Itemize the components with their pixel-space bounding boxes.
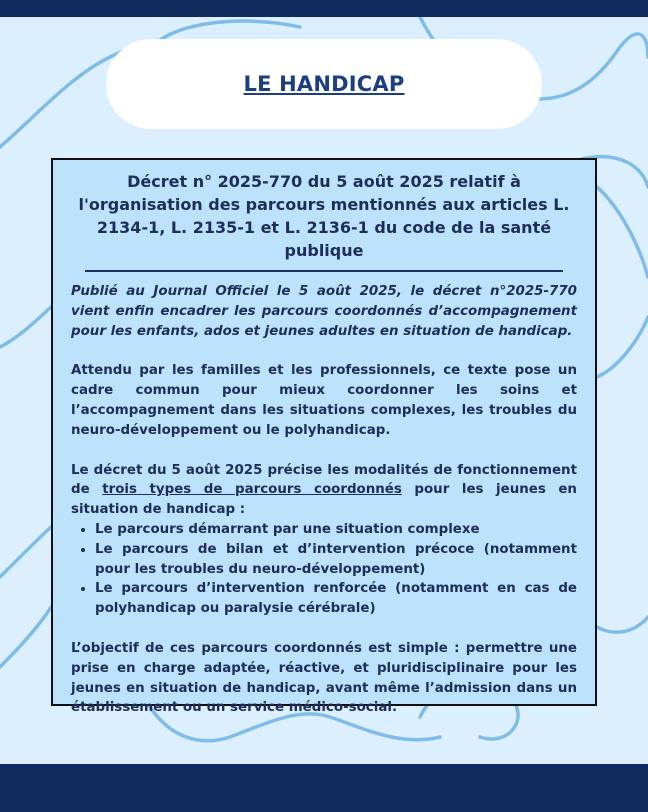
list-item: • Le parcours d’intervention renforcée (notamment en cas de polyhandicap ou paralysie cérébrale): [95, 579, 577, 619]
decree-card: [51, 158, 597, 716]
modalities-paragraph: [71, 461, 577, 520]
context-paragraph: Attendu par les familles et les professionnels, ce texte pose un cadre commun pour mieux coordonner les soins et l’accompagnement dans les situations complexes, les troubles du neuro-développement ou le polyhandicap.: [71, 363, 577, 438]
parcours-link[interactable]: trois types de parcours coordonnés: [102, 482, 402, 498]
heading-divider: [85, 270, 563, 272]
modalities-text-end: pour les jeunes en situation de handicap :: [71, 482, 577, 518]
bottom-banner: [0, 764, 648, 812]
objective-paragraph: L’objectif de ces parcours coordonnés est simple : permettre une prise en charge adaptée, réactive, et pluridisciplinaire pour les jeunes en situation de handicap, avant même l’admission dans un établissement ou un service médico-social.: [71, 640, 577, 716]
decree-heading: Décret n° 2025-770 du 5 août 2025 relatif à l'organisation des parcours mentionnés aux articles L. 2134-1, L. 2135-1 et L. 2136-1 du code de la santé publique: [78, 172, 570, 260]
modalities-text-start: Le décret du 5 août 2025 précise les modalités de fonctionnement de: [71, 462, 577, 498]
page-title: LE HANDICAP: [243, 72, 405, 96]
intro-paragraph: Publié au Journal Officiel le 5 août 2025, le décret n°2025-770 vient enfin encadrer les parcours coordonnés d’accompagnement pour les enfants, ados et jeunes adultes en situation de handicap.: [71, 284, 577, 339]
parcours-list: [71, 520, 577, 619]
list-item: • Le parcours de bilan et d’intervention précoce (notamment pour les troubles du neuro-développement): [95, 540, 577, 580]
title-banner: [106, 39, 542, 129]
list-item: • Le parcours démarrant par une situation complexe: [95, 520, 577, 540]
top-banner: [0, 0, 648, 17]
